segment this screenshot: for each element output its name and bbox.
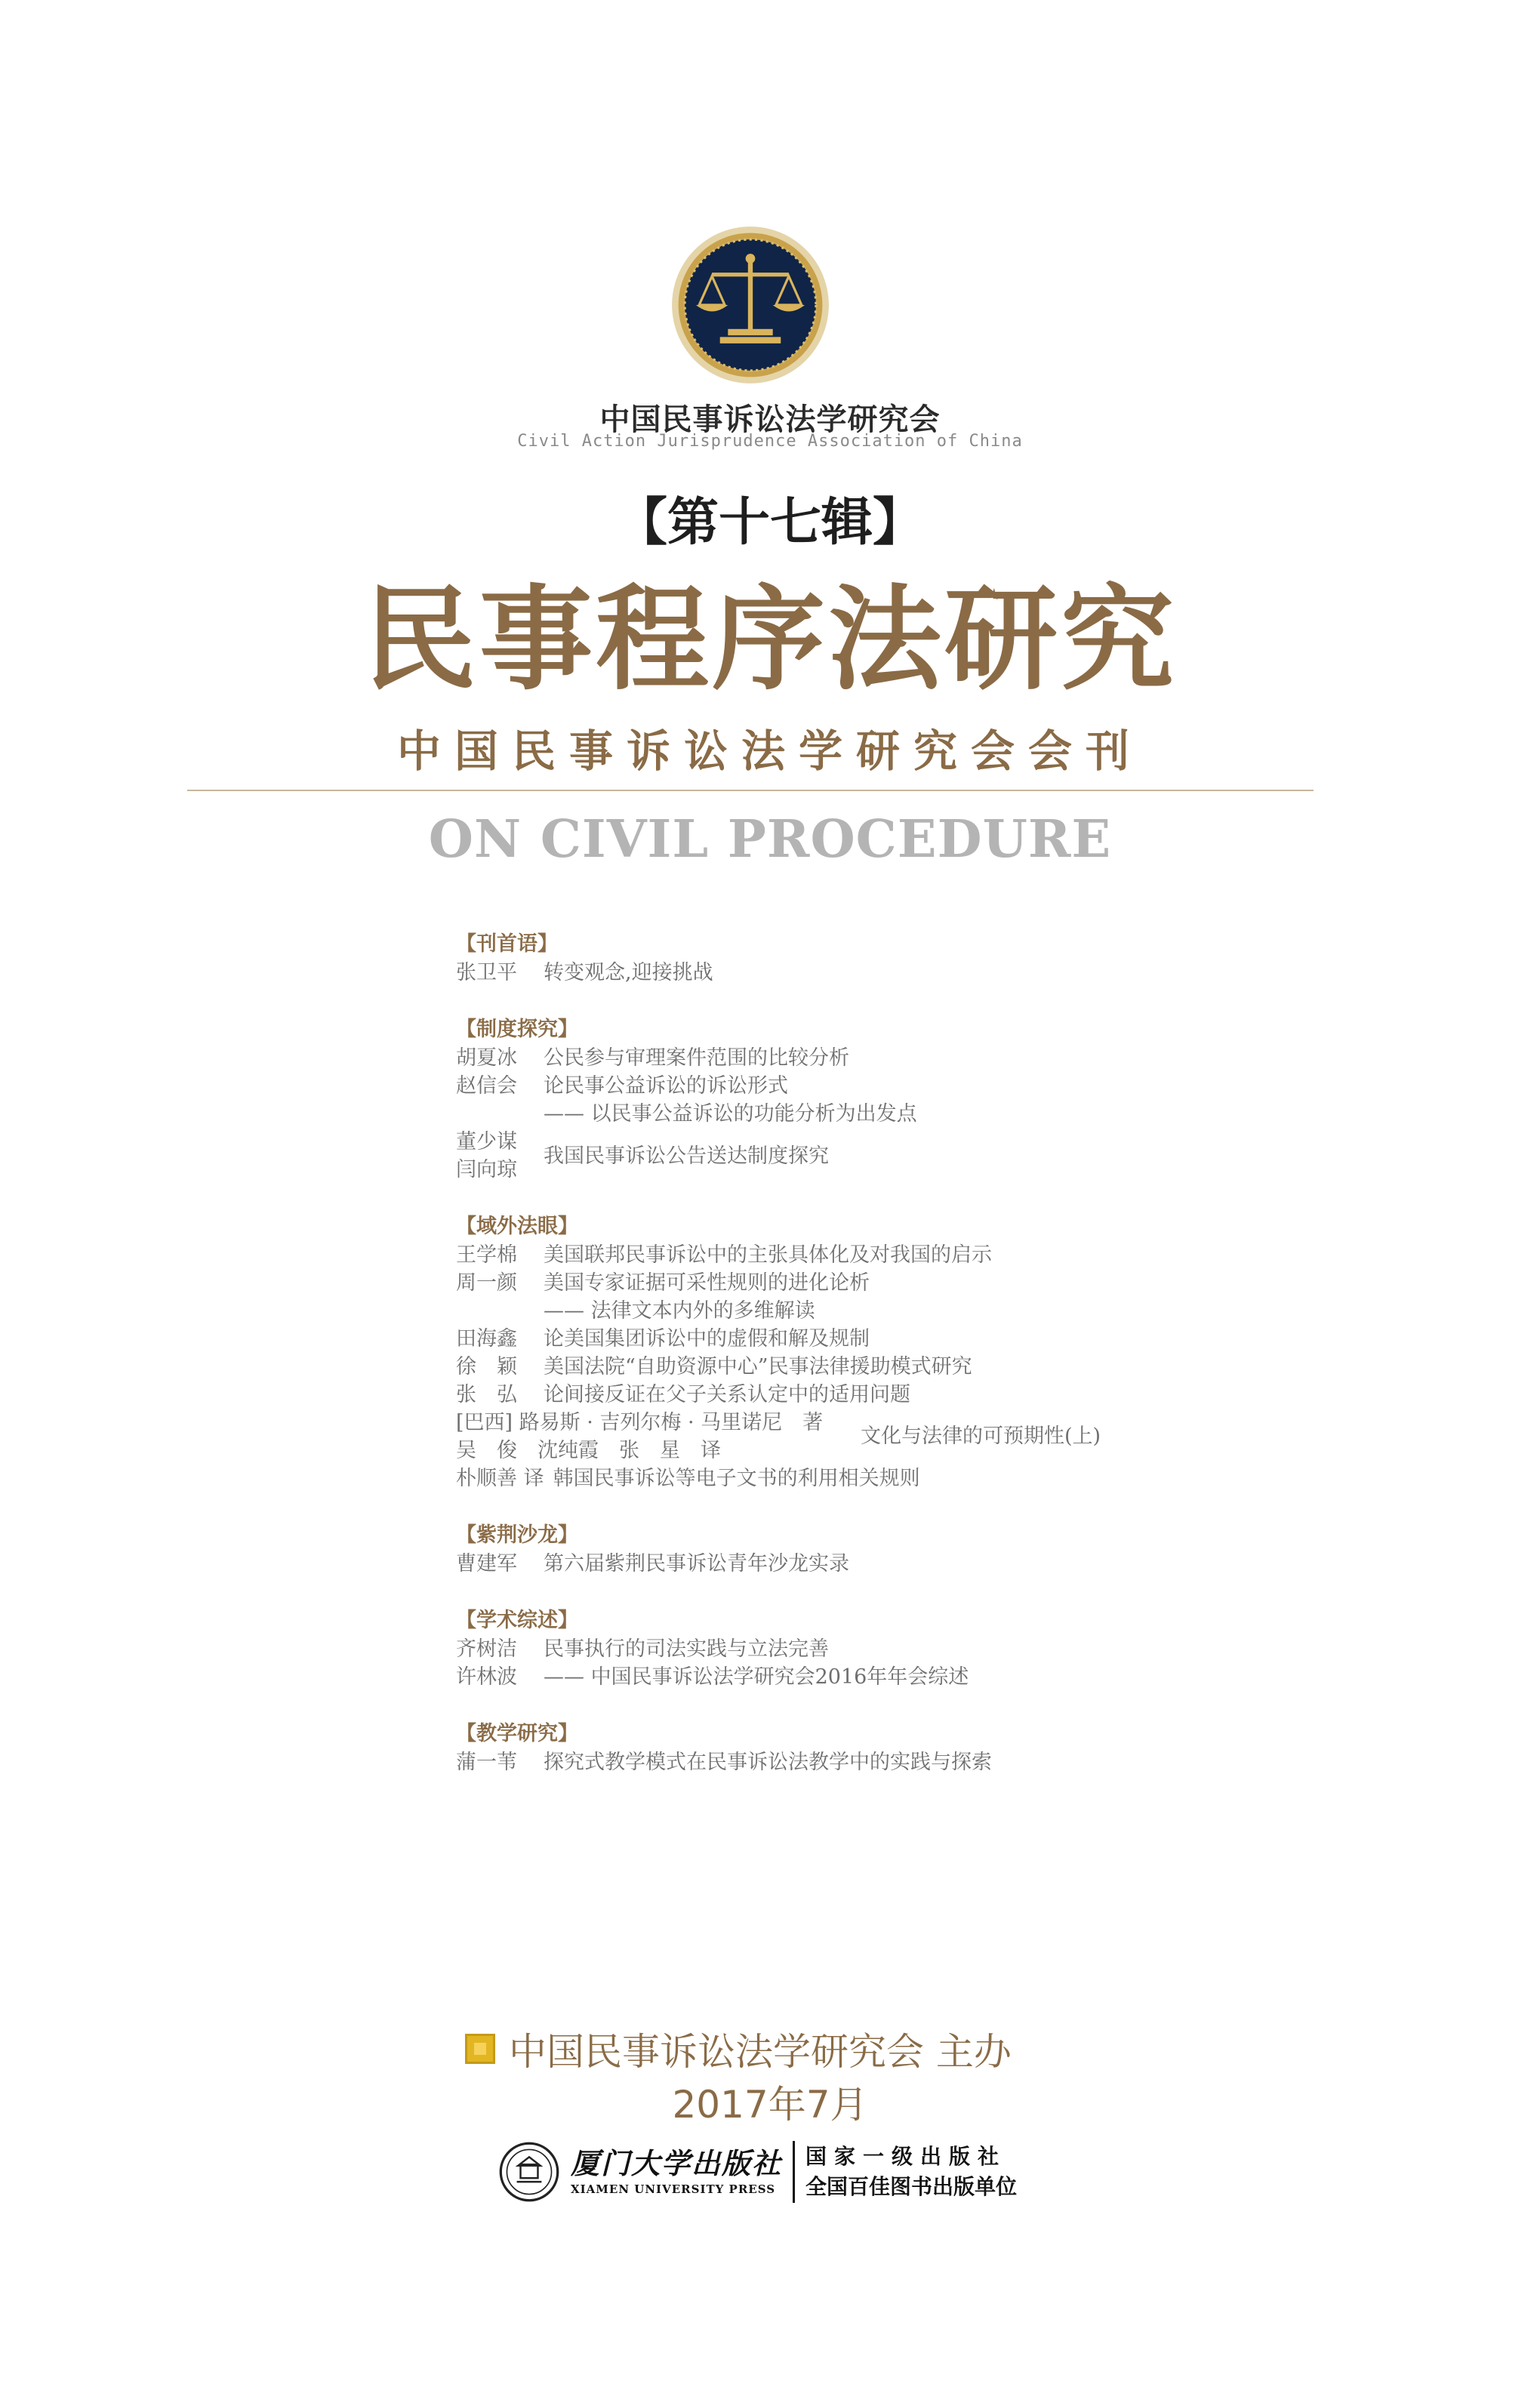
toc-entry: [456, 1269, 1286, 1297]
entry-title: 民事执行的司法实践与立法完善: [544, 1637, 829, 1661]
entry-title: 美国专家证据可采性规则的进化论析: [544, 1271, 870, 1295]
association-name-en: Civil Action Jurisprudence Association of China: [517, 432, 1023, 451]
entry-author: 曹建军: [456, 1552, 517, 1576]
issue-number: 【第十七辑】: [615, 493, 924, 553]
press-honors: [805, 2142, 1017, 2202]
sponsor-text: 中国民事诉讼法学研究会 主办: [509, 2030, 1012, 2074]
entry-translator-line: 吴 俊 沈纯霞 张 星 译: [456, 1439, 721, 1462]
entry-title: 文化与法律的可预期性(上): [861, 1425, 1101, 1448]
toc-entry: [456, 1748, 1286, 1776]
entry-title: 韩国民事诉讼等电子文书的利用相关规则: [553, 1467, 920, 1490]
entry-title: 美国联邦民事诉讼中的主张具体化及对我国的启示: [544, 1243, 992, 1267]
section-title: 【教学研究】: [456, 1722, 578, 1745]
press-honor-1: 国家一级出版社: [805, 2144, 1007, 2169]
entry-author: [456, 1297, 544, 1325]
entry-authors: [456, 1128, 544, 1184]
journal-english-title: ON CIVIL PROCEDURE: [428, 809, 1112, 870]
sponsor-square-icon: [465, 2034, 495, 2064]
entry-title: 探究式教学模式在民事诉讼法教学中的实践与探索: [544, 1751, 992, 1774]
university-seal-icon: [498, 2141, 560, 2203]
section-title: 【制度探究】: [456, 1018, 578, 1041]
toc-section-salon: [456, 1521, 1286, 1578]
toc-entry: [456, 959, 1286, 987]
entry-subtitle: —— 以民事公益诉讼的功能分析为出发点: [544, 1102, 917, 1126]
entry-title: 论美国集团诉讼中的虚假和解及规制: [544, 1327, 870, 1351]
toc-entry: [456, 1044, 1286, 1072]
section-title: 【域外法眼】: [456, 1215, 578, 1238]
entry-author: 蒲一苇: [456, 1751, 517, 1774]
journal-subtitle: 中国民事诉讼法学研究会会刊: [396, 725, 1143, 777]
toc-section-review: [456, 1606, 1286, 1691]
scales-of-justice-emblem-icon: [670, 225, 830, 385]
entry-title: 转变观念,迎接挑战: [544, 961, 713, 984]
entry-subtitle: —— 法律文本内外的多维解读: [544, 1299, 815, 1323]
entry-author: 徐 颖: [456, 1355, 517, 1378]
section-title: 【学术综述】: [456, 1609, 578, 1632]
journal-title: 民事程序法研究: [362, 573, 1177, 706]
entry-author: 齐树洁: [456, 1637, 517, 1661]
toc-entry: [456, 1381, 1286, 1409]
press-honor-2: 全国百佳图书出版单位: [805, 2174, 1018, 2199]
entry-author-line: [巴西] 路易斯 · 吉列尔梅 · 马里诺尼 著: [456, 1411, 824, 1434]
toc-entry: [456, 1663, 1286, 1691]
entry-author: 许林波: [456, 1665, 517, 1689]
toc-entry: [456, 1241, 1286, 1269]
toc-entry: [456, 1635, 1286, 1663]
press-name-cn: 厦门大学出版社: [571, 2146, 783, 2180]
entry-author: 田海鑫: [456, 1327, 517, 1351]
toc-section-preface: [456, 930, 1286, 987]
entry-title: 美国法院“自助资源中心”民事法律援助模式研究: [544, 1355, 972, 1378]
entry-title: 第六届紫荆民事诉讼青年沙龙实录: [544, 1552, 849, 1576]
entry-subtitle: —— 中国民事诉讼法学研究会2016年年会综述: [544, 1665, 969, 1689]
toc-entry: [456, 1072, 1286, 1100]
press-name: [571, 2146, 782, 2198]
toc-entry: [456, 1353, 1286, 1381]
entry-author: 朴顺善 译: [456, 1467, 544, 1490]
association-name-cn: 中国民事诉讼法学研究会: [599, 402, 941, 437]
entry-author: 董少谋: [456, 1130, 517, 1154]
entry-author: 周一颜: [456, 1271, 517, 1295]
entry-title: 论间接反证在父子关系认定中的适用问题: [544, 1383, 910, 1406]
toc-section-foreign-law: [456, 1212, 1286, 1492]
toc-entry: [456, 1325, 1286, 1353]
entry-author: 张 弘: [456, 1383, 517, 1406]
toc-entry: [456, 1465, 1286, 1492]
entry-author: 王学棉: [456, 1243, 517, 1267]
title-divider: [187, 790, 1314, 791]
publisher-block: [498, 2138, 1017, 2206]
entry-title: 论民事公益诉讼的诉讼形式: [544, 1074, 788, 1098]
entry-author: 闫向琼: [456, 1158, 517, 1181]
toc-section-teaching: [456, 1720, 1286, 1776]
toc-entry: [456, 1409, 1286, 1465]
entry-title: 我国民事诉讼公告送达制度探究: [544, 1144, 829, 1168]
section-title: 【刊首语】: [456, 932, 558, 956]
toc-entry: [456, 1128, 1286, 1184]
publication-date: 2017年7月: [672, 2083, 868, 2127]
press-name-en: XIAMEN UNIVERSITY PRESS: [571, 2182, 776, 2196]
entry-author: [456, 1100, 544, 1128]
table-of-contents: [456, 930, 1286, 1805]
press-divider: [793, 2141, 795, 2203]
sponsor-line: [465, 2022, 1012, 2076]
toc-section-institutions: [456, 1015, 1286, 1184]
entry-author: 赵信会: [456, 1074, 517, 1098]
entry-author: 胡夏冰: [456, 1046, 517, 1070]
entry-author: 张卫平: [456, 961, 517, 984]
toc-entry: [456, 1550, 1286, 1578]
toc-entry: [456, 1100, 1286, 1128]
entry-title: 公民参与审理案件范围的比较分析: [544, 1046, 849, 1070]
toc-entry: [456, 1297, 1286, 1325]
section-title: 【紫荆沙龙】: [456, 1523, 578, 1547]
